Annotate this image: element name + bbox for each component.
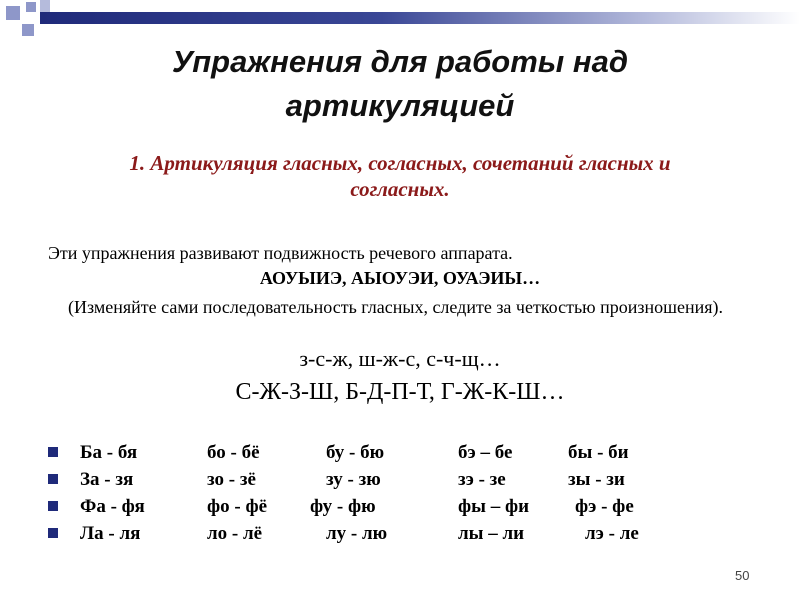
- syllable-cell: лу - лю: [326, 523, 388, 544]
- syllable-cell: зу - зю: [326, 469, 381, 490]
- intro-text: Эти упражнения развивают подвижность речевого аппарата.: [48, 243, 513, 263]
- title-line: артикуляцией: [285, 88, 515, 123]
- header-decor-square: [22, 24, 34, 36]
- slide-title: [0, 40, 800, 128]
- subtitle-line: согласных.: [350, 177, 450, 201]
- header-decor-square: [26, 2, 36, 12]
- syllable-cell: зо - зё: [207, 469, 256, 490]
- syllable-cell: зы - зи: [568, 469, 625, 490]
- vowel-sequence: АОУЫИЭ, АЫОУЭИ, ОУАЭИЫ…: [259, 268, 541, 288]
- syllable-cell: ло - лё: [207, 523, 263, 544]
- syllable-cell: зэ - зе: [458, 469, 506, 490]
- section-subtitle: [40, 150, 760, 202]
- syllable-row: [0, 467, 800, 493]
- syllable-cell: Ла - ля: [80, 523, 141, 544]
- syllable-row: [0, 440, 800, 466]
- title-line: Упражнения для работы над: [171, 44, 629, 79]
- bullet-icon: [48, 474, 58, 484]
- syllable-cell: фэ - фе: [575, 496, 634, 517]
- syllable-cell: бы - би: [568, 442, 629, 463]
- syllable-cell: фу - фю: [310, 496, 376, 517]
- header-decor-square: [6, 6, 20, 20]
- syllable-cell: лы – ли: [458, 523, 525, 544]
- page-number: 50: [735, 568, 750, 583]
- syllable-cell: бу - бю: [326, 442, 385, 463]
- syllable-row: [0, 521, 800, 547]
- syllable-cell: За - зя: [80, 469, 134, 490]
- subtitle-line: 1. Артикуляция гласных, согласных, сочетаний гласных и: [129, 151, 671, 175]
- syllable-row: [0, 494, 800, 520]
- consonant-sequence-lower: з-с-ж, ш-ж-с, с-ч-щ…: [299, 346, 501, 371]
- syllable-cell: лэ - ле: [585, 523, 639, 544]
- syllable-cell: Фа - фя: [80, 496, 145, 517]
- header-decor-bar: [40, 12, 800, 24]
- syllable-cell: фо - фё: [207, 496, 268, 517]
- bullet-icon: [48, 501, 58, 511]
- consonant-sequence-upper: С-Ж-З-Ш, Б-Д-П-Т, Г-Ж-К-Ш…: [235, 379, 565, 405]
- syllable-cell: бо - бё: [207, 442, 260, 463]
- header-decor-square: [40, 0, 50, 12]
- syllable-cell: фы – фи: [458, 496, 530, 517]
- syllable-cell: Ба - бя: [80, 442, 138, 463]
- bullet-icon: [48, 528, 58, 538]
- instruction-note: (Изменяйте сами последовательность гласных, следите за четкостью произношения).: [68, 297, 724, 317]
- bullet-icon: [48, 447, 58, 457]
- syllable-cell: бэ – бе: [458, 442, 513, 463]
